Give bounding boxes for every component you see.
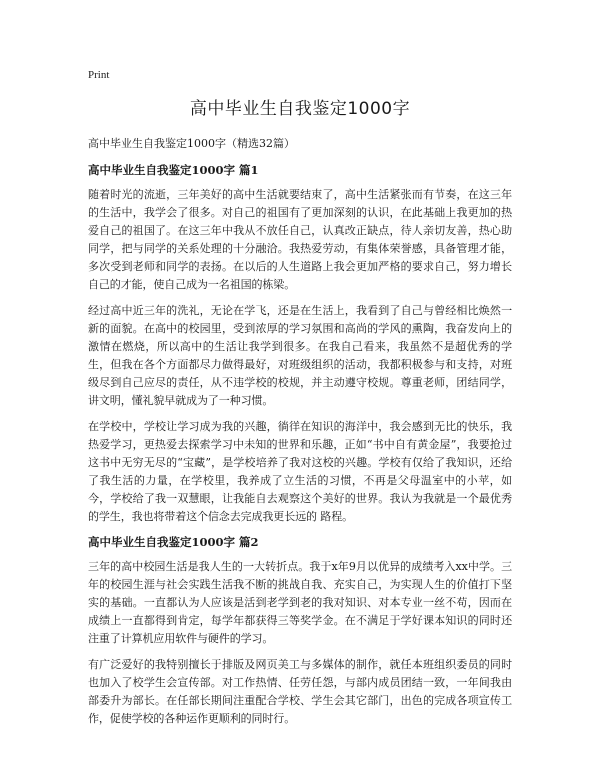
- paragraph: 在学校中，学校让学习成为我的兴趣，徜徉在知识的海洋中，我会感到无比的快乐，我热爱学习，更热爱去探索学习中未知的世界和乐趣，正如“书中自有黄金屋”，我要抢过这书中无穷无尽的“宝藏”，是学校培养了我对这校的兴趣。学校有仅给了我知识，还给了我生活的力量，在学校里，我养成了立生活的习惯，不再是父母温室中的小苹，如今，学校给了我一双慧眼，让我能自去观察这个美好的世界。我认为我就是一个最优秀的学生，我也将带着这个信念去完成我更长远的 路程。: [88, 420, 512, 523]
- paragraph: 三年的高中校园生活是我人生的一大转折点。我于x年9月以优异的成绩考入xx中学。三年的校园生涯与社会实践生活我不断的挑战自我、充实自己，为实现人生的价值打下坚实的基础。一直都认为人应该是活到老学到老的我对知识、对本专业一丝不苟，因而在成绩上一直都得到肯定，每学年都获得三等奖学金。在不满足于学好课本知识的同时还注重了计算机应用软件与硬件的学习。: [88, 560, 512, 645]
- paragraph: 有广泛爱好的我特别擅长于排版及网页美工与多媒体的制作，就任本班组织委员的同时也加入了校学生会宣传部。对工作热情、任劳任怨，与部内成员团结一致，一年间我由部委升为部长。在任部长期间注重配合学校、学生会其它部门，出色的完成各项宣传工作，促使学校的各种运作更顺利的同时行。: [88, 658, 512, 725]
- section-1: [88, 162, 512, 526]
- paragraph: 经过高中近三年的洗礼，无论在学飞，还是在生活上，我看到了自己与曾经相比焕然一新的面貌。在高中的校园里，受到浓厚的学习氛围和高尚的学风的熏陶，我奋发向上的激情在燃烧，所以高中的生活让我学到很多。在我自己看来，我虽然不是超优秀的学生，但我在各个方面都尽力做得最好，对班级组织的活动，我都积极参与和支持，对班级尽到自己应尽的责任，从不违学校的校规，并主动遵守校规。尊重老师，团结同学，讲文明，懂礼貌早就成为了一种习惯。: [88, 304, 512, 407]
- document-title: 高中毕业生自我鉴定1000字: [189, 99, 411, 119]
- paragraph: 随着时光的流逝，三年美好的高中生活就要结束了，高中生活紧张而有节奏，在这三年的生活中，我学会了很多。对自己的祖国有了更加深刻的认识，在此基础上我更加的热爱自己的祖国了。在这三年中我从不放任自己，认真改正缺点，待人亲切友善，热心助同学，把与同学的关系处理的十分融洽。我热爱劳动，有集体荣誉感，具备管理才能，多次受到老师和同学的表扬。在以后的人生道路上我会更加严格的要求自己，努力增长自己的才能，使自己成为一名祖国的栋梁。: [88, 188, 512, 291]
- document-subtitle: 高中毕业生自我鉴定1000字（精选32篇）: [88, 137, 295, 150]
- section-heading: 高中毕业生自我鉴定1000字 篇2: [88, 535, 259, 549]
- section-2: [88, 534, 512, 728]
- section-heading: 高中毕业生自我鉴定1000字 篇1: [88, 163, 259, 177]
- print-label: Print: [88, 69, 110, 81]
